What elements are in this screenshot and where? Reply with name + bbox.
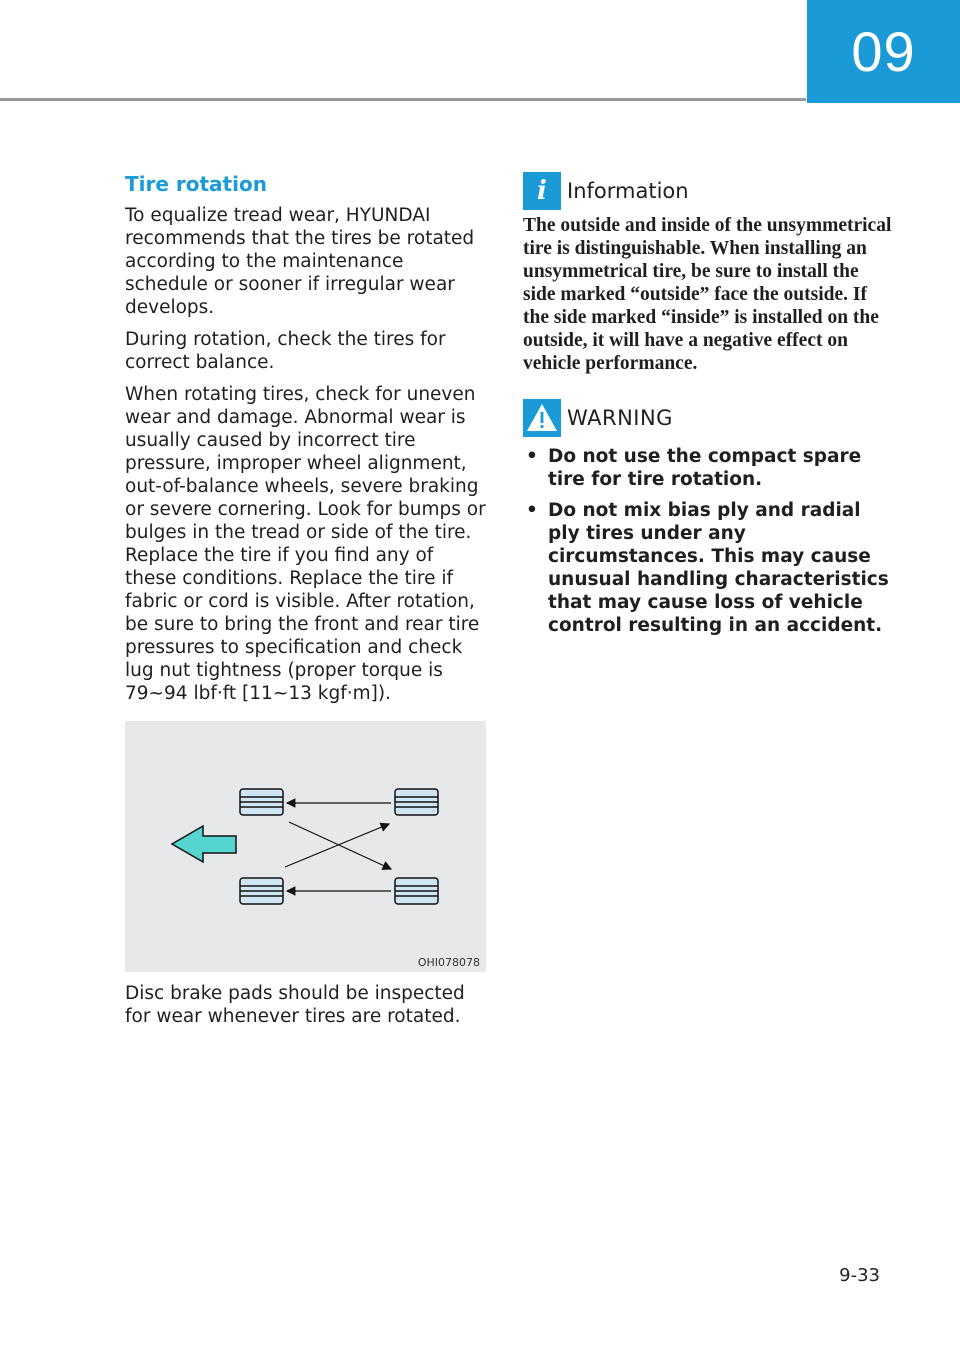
- paragraph: To equalize tread wear, HYUNDAI recommends that the tires be rotated according to the maintenance schedule or sooner if irregular wear develops.: [125, 205, 475, 318]
- tire-front-left: [240, 789, 283, 815]
- paragraph: Disc brake pads should be inspected for wear whenever tires are rotated.: [125, 983, 465, 1027]
- chapter-tab: [807, 0, 960, 103]
- information-header: [523, 172, 893, 210]
- page-number: 9-33: [839, 1265, 880, 1286]
- warning-item-text: Do not mix bias ply and radial ply tires under any circumstances. This may cause unusual handling characteristics that may cause loss of vehicle control resulting in an accident.: [548, 500, 889, 636]
- information-box: [523, 172, 893, 375]
- notes-column: [523, 172, 893, 645]
- warning-header: [523, 399, 893, 437]
- tire-front-right: [395, 789, 438, 815]
- figure-code: OHI078078: [417, 956, 480, 969]
- information-text: The outside and inside of the unsymmetrical tire is distinguishable. When installing an unsymmetrical tire, be sure to install the side marked “outside” face the outside. If the side marked “inside” is installed on the outside, it will have a negative effect on vehicle performance.: [523, 215, 892, 374]
- tire-rotation-diagram: [125, 721, 486, 972]
- tire-rear-right: [395, 878, 438, 904]
- warning-item: [523, 445, 893, 491]
- warning-list: [523, 445, 893, 637]
- information-title: Information: [567, 179, 689, 203]
- warning-title: WARNING: [567, 406, 673, 430]
- header-rule: [0, 98, 806, 101]
- warning-icon: [523, 399, 561, 437]
- info-icon: i: [523, 172, 561, 210]
- tire-rear-left: [240, 878, 283, 904]
- paragraph: When rotating tires, check for uneven wear and damage. Abnormal wear is usually caused by incorrect tire pressure, improper wheel alignment, out-of-balance wheels, severe braking or severe cornering. Look for bumps or bulges in the tread or side of the tire. Replace the tire if you find any of these conditions. Replace the tire if fabric or cord is visible. After rotation, be sure to bring the front and rear tire pressures to specification and check lug nut tightness (proper torque is 79~94 lbf·ft [11~13 kgf·m]).: [125, 384, 486, 704]
- tire-rotation-svg: [125, 721, 486, 972]
- warning-item: [523, 499, 893, 637]
- tire-rotation-section: [125, 168, 487, 1037]
- section-title: Tire rotation: [125, 172, 267, 196]
- warning-box: [523, 399, 893, 637]
- bullet: •: [526, 500, 538, 521]
- forward-direction-arrow: [172, 826, 236, 862]
- bullet: •: [526, 446, 538, 467]
- paragraph: During rotation, check the tires for correct balance.: [125, 329, 446, 373]
- chapter-number: 09: [851, 20, 916, 83]
- warning-item-text: Do not use the compact spare tire for tire rotation.: [548, 446, 862, 490]
